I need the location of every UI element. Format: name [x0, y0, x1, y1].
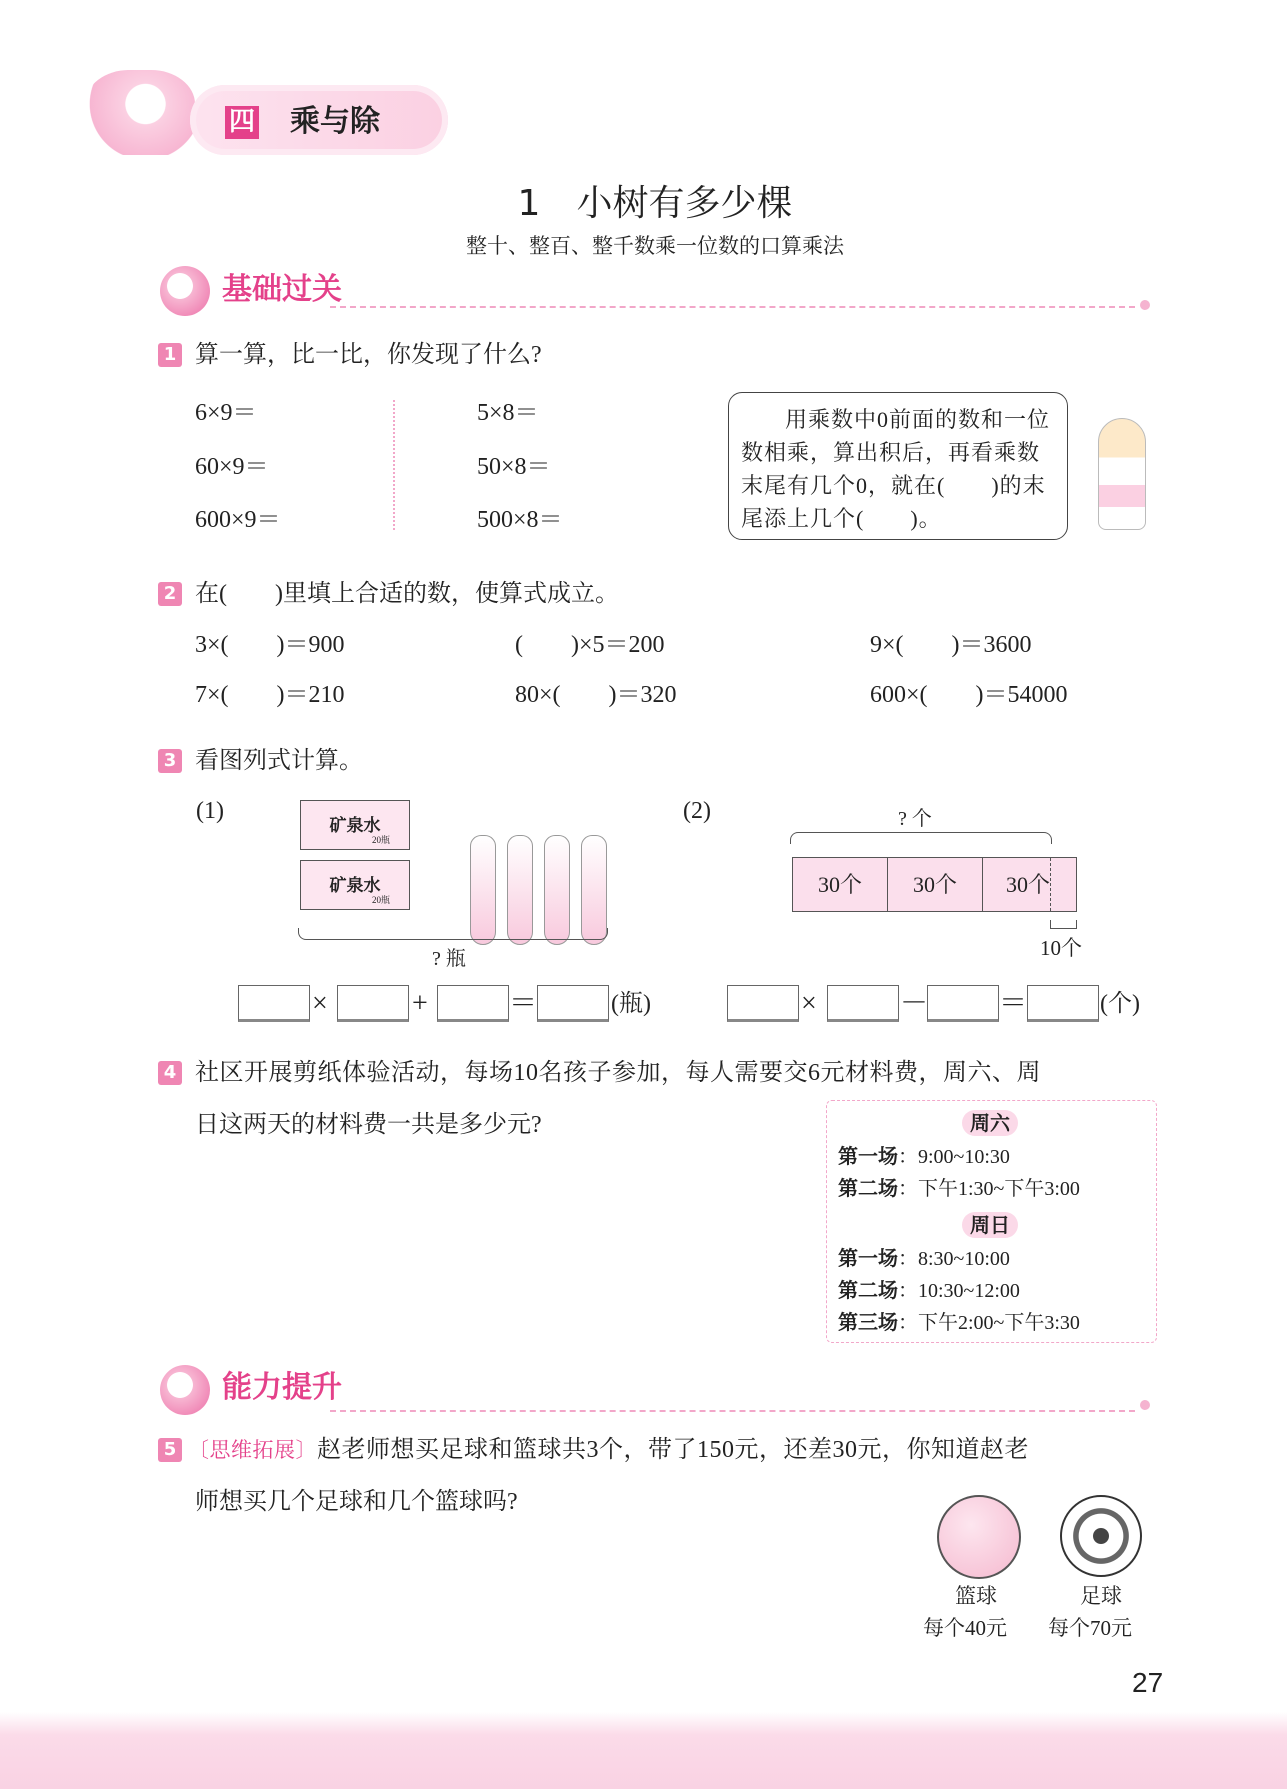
water-crate: [300, 860, 410, 910]
equation: 6×9＝: [195, 400, 257, 426]
unit-label: (个): [1100, 991, 1140, 1017]
dots-icon: [1140, 300, 1150, 310]
session-time: ：10:30~12:00: [898, 1280, 1020, 1302]
water-crate: [300, 800, 410, 850]
divider: [330, 306, 1135, 308]
equation: 500×8＝: [477, 507, 563, 533]
section-title-basic: 基础过关: [222, 272, 342, 307]
session-name: 第二场: [838, 1278, 898, 1302]
diff-label: 10个: [1040, 936, 1082, 960]
session: [838, 1277, 1020, 1304]
session-time: ：8:30~10:00: [898, 1248, 1010, 1270]
question-number: 2: [158, 582, 182, 606]
soccer-ball-icon: [1060, 1495, 1142, 1577]
brace: [298, 928, 608, 940]
crate-count: 20瓶: [372, 895, 391, 905]
question-line: 赵老师想买足球和篮球共3个，带了150元，还差30元，你知道赵老: [317, 1437, 1029, 1463]
equation: 600×9＝: [195, 507, 281, 533]
question-text: [188, 1435, 1029, 1465]
answer-box[interactable]: [827, 985, 899, 1022]
lesson-subtitle: 整十、整百、整千数乘一位数的口算乘法: [466, 234, 844, 258]
session-time: ：下午2:00~下午3:30: [898, 1312, 1080, 1334]
bar-cell: 30个: [888, 858, 983, 911]
equation: 50×8＝: [477, 454, 551, 480]
operator: ×: [312, 988, 328, 1019]
fill-equation[interactable]: 7×( )＝210: [195, 682, 345, 708]
bar-cell: 30个: [793, 858, 888, 911]
section-icon: [160, 1365, 210, 1415]
question-number: 3: [158, 749, 182, 773]
session-name: 第二场: [838, 1176, 898, 1200]
session-time: ：下午1:30~下午3:00: [898, 1178, 1080, 1200]
hint-bubble: 用乘数中0前面的数和一位数相乘，算出积后，再看乘数末尾有几个0，就在( )的末尾添上几个( )。: [728, 392, 1068, 540]
total-label: ? 瓶: [432, 948, 466, 970]
operator: ＝: [509, 988, 538, 1019]
basketball-icon: [937, 1495, 1021, 1579]
answer-box[interactable]: [727, 985, 799, 1022]
operator: ＝: [999, 988, 1028, 1019]
page-number: 27: [1132, 1667, 1164, 1698]
session-name: 第一场: [838, 1246, 898, 1270]
question-text: 师想买几个足球和几个篮球吗?: [195, 1489, 518, 1515]
operator: －: [900, 988, 929, 1019]
question-text: 日这两天的材料费一共是多少元?: [195, 1112, 542, 1138]
section-icon: [160, 266, 210, 316]
question-number: 4: [158, 1061, 182, 1085]
answer-box[interactable]: [1027, 985, 1099, 1022]
total-label: ? 个: [898, 808, 932, 830]
answer-box[interactable]: [537, 985, 609, 1022]
mascot-icon: [85, 70, 195, 155]
fill-equation[interactable]: 80×( )＝320: [515, 682, 677, 708]
operator: ×: [801, 988, 817, 1019]
question-number: 1: [158, 343, 182, 367]
day-label: 周日: [962, 1212, 1018, 1238]
fill-equation[interactable]: 600×( )＝54000: [870, 682, 1068, 708]
question-text: 算一算，比一比，你发现了什么?: [195, 342, 542, 368]
equation: 5×8＝: [477, 400, 539, 426]
session-time: ：9:00~10:30: [898, 1146, 1010, 1168]
fill-equation[interactable]: 9×( )＝3600: [870, 632, 1032, 658]
chapter-number: 四: [225, 106, 259, 139]
fill-equation[interactable]: ( )×5＝200: [515, 632, 665, 658]
session-name: 第一场: [838, 1144, 898, 1168]
question-text: 看图列式计算。: [195, 748, 363, 774]
part-label: (2): [683, 798, 711, 824]
equation: 60×9＝: [195, 454, 269, 480]
answer-box[interactable]: [337, 985, 409, 1022]
ball-price: 每个70元: [1048, 1616, 1132, 1640]
question-number: 5: [158, 1438, 182, 1462]
divider: [330, 1410, 1135, 1412]
brace: [790, 832, 1052, 844]
section-title-advanced: 能力提升: [222, 1370, 342, 1405]
part-label: (1): [196, 798, 224, 824]
session: [838, 1309, 1080, 1336]
fill-equation[interactable]: 3×( )＝900: [195, 632, 345, 658]
session: [838, 1245, 1010, 1272]
divider: [393, 400, 395, 530]
question-text: 在( )里填上合适的数，使算式成立。: [195, 581, 619, 607]
session: [838, 1143, 1010, 1170]
ball-name: 篮球: [955, 1584, 997, 1608]
crate-count: 20瓶: [372, 835, 391, 845]
ball-name: 足球: [1080, 1584, 1122, 1608]
dots-icon: [1140, 1400, 1150, 1410]
answer-box[interactable]: [437, 985, 509, 1022]
day-label: 周六: [962, 1110, 1018, 1136]
question-text: 社区开展剪纸体验活动，每场10名孩子参加，每人需要交6元材料费，周六、周: [195, 1060, 1041, 1086]
operator: +: [412, 988, 428, 1019]
bar-cell: 30个: [983, 858, 1051, 911]
brace: [1050, 920, 1077, 929]
boy-character-icon: [1098, 418, 1146, 530]
answer-box[interactable]: [238, 985, 310, 1022]
crate-label: 矿泉水: [329, 816, 381, 836]
ball-price: 每个40元: [923, 1616, 1007, 1640]
crate-label: 矿泉水: [329, 876, 381, 896]
tag-label: 〔思维拓展〕: [188, 1438, 317, 1462]
answer-box[interactable]: [927, 985, 999, 1022]
lesson-title: 1 小树有多少棵: [517, 183, 793, 224]
chapter-title: 乘与除: [290, 104, 380, 139]
bar-model: [792, 857, 1077, 912]
unit-label: (瓶): [611, 991, 651, 1017]
footer-band: [0, 1712, 1287, 1789]
session: [838, 1175, 1080, 1202]
session-name: 第三场: [838, 1310, 898, 1334]
